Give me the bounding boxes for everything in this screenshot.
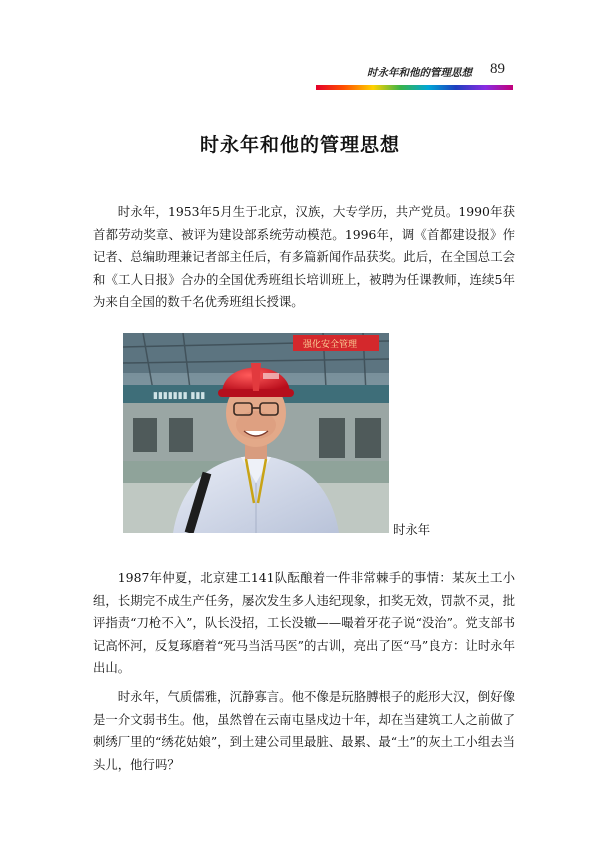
header-rainbow-rule (316, 85, 513, 90)
article-title: 时永年和他的管理思想 (199, 134, 400, 156)
scaffold-sign: ▮▮▮▮▮▮▮ ▮▮▮ (153, 391, 206, 401)
portrait-photo (123, 333, 389, 533)
running-title: 时永年和他的管理思想 (367, 67, 472, 79)
paragraph-biography: 时永年，1953年5月生于北京，汉族，大专学历，共产党员。1990年获首都劳动奖章、被评为建设部系统劳动模范。1996年，调《首都建设报》作记者、总编助理兼记者部主任后，有多篇新闻作品获奖。此后，在全国总工会和《工人日报》合办的全国优秀班组长培训班上，被聘为任课教师，连续5年为来自全国的数千名优秀班组长授课。 (93, 204, 515, 309)
paragraph-character: 时永年，气质儒雅，沉静寡言。他不像是玩胳膊根子的彪形大汉，倒好像是一介文弱书生。他，虽然曾在云南屯垦戍边十年，却在当建筑工人之前做了刺绣厂里的“绣花姑娘”，到土建公司里最脏、最累、最“土”的灰土工小组去当头儿，他行吗？ (93, 689, 515, 772)
running-header (330, 62, 530, 82)
photo-caption: 时永年 (393, 522, 431, 537)
portrait-illustration (123, 333, 389, 533)
paragraph-story-intro: 1987年仲夏，北京建工141队酝酿着一件非常棘手的事情：某灰土工小组，长期完不成生产任务，屡次发生多人违纪现象，扣奖无效，罚款不灵，批评指责“刀枪不入”，队长没招，工长没辙——嘬着牙花子说“没治”。党支部书记高怀河，反复琢磨着“死马当活马医”的古训，亮出了医“马”良方：让时永年出山。 (93, 570, 515, 675)
page-number: 89 (490, 61, 505, 77)
safety-banner-text: 强化安全管理 (303, 340, 358, 350)
